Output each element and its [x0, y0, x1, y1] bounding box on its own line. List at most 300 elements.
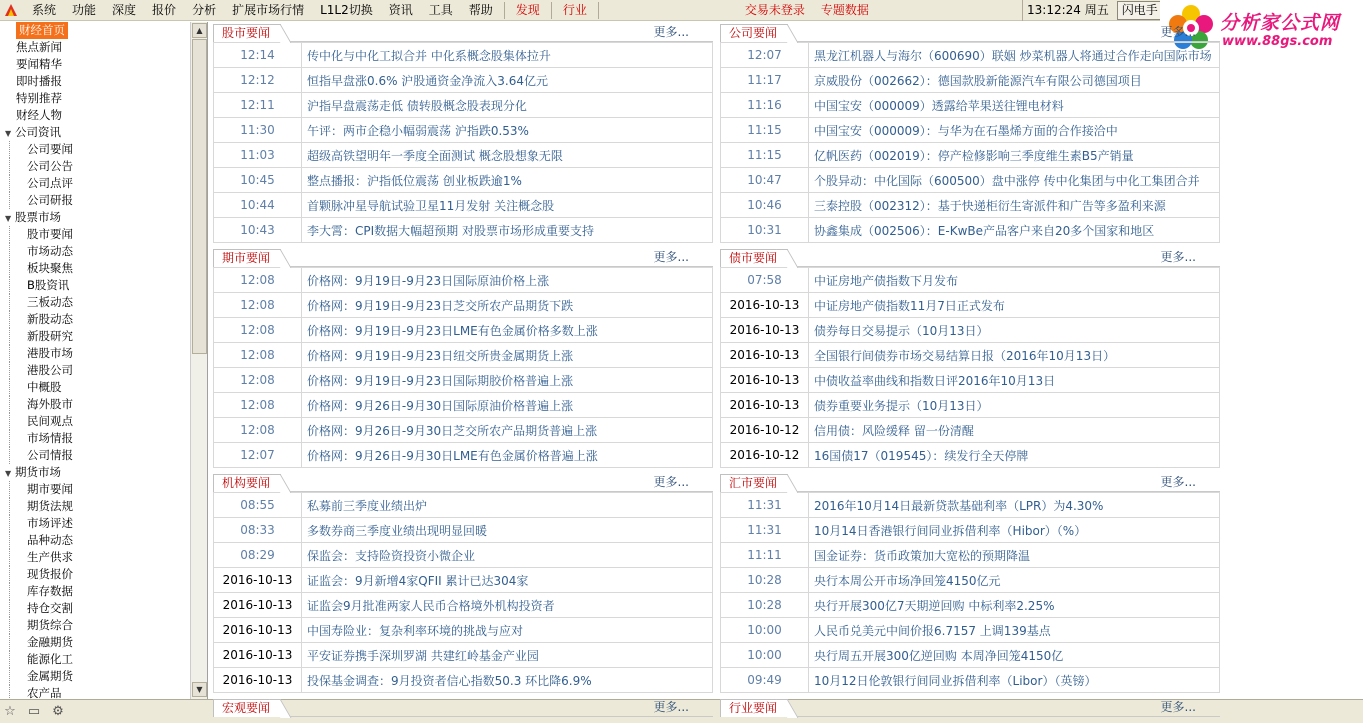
scroll-down-icon[interactable]: ▼	[192, 682, 207, 697]
panel-title-tab[interactable]: 公司要闻	[720, 24, 788, 42]
more-link[interactable]: 更多...	[1160, 475, 1196, 489]
news-headline-link[interactable]: 中证房地产债指数下月发布	[809, 268, 1220, 293]
table-row[interactable]	[214, 443, 713, 468]
news-time: 2016-10-13	[721, 368, 809, 393]
news-time: 12:14	[214, 43, 302, 68]
news-headline-link[interactable]: 价格网：9月26日-9月30日国际原油价格普遍上涨	[302, 393, 713, 418]
news-headline-link[interactable]: 多数券商三季度业绩出现明显回暖	[302, 518, 713, 543]
sidebar-item-14[interactable]	[0, 260, 207, 277]
news-time: 12:08	[214, 418, 302, 443]
news-time: 2016-10-13	[214, 568, 302, 593]
panel-header	[720, 22, 1220, 42]
table-row[interactable]	[721, 543, 1220, 568]
menu-industry[interactable]: 行业	[562, 2, 587, 17]
news-headline-link[interactable]: 李大霄：CPI数据大幅超预期 对股票市场形成重要支持	[302, 218, 713, 243]
news-headline-link[interactable]: 中证房地产债指数11月7日正式发布	[809, 293, 1220, 318]
menu-function[interactable]: 功能	[72, 2, 97, 17]
sidebar-item-38[interactable]	[0, 668, 207, 685]
sidebar-item-10[interactable]	[0, 192, 207, 209]
menu-system[interactable]: 系统	[32, 2, 57, 17]
star-icon[interactable]: ☆	[4, 704, 16, 719]
news-headline-link[interactable]: 协鑫集成（002506）：E-KwBe产品客户来自20多个国家和地区	[809, 218, 1220, 243]
sidebar-item-label: 期货综合	[27, 618, 73, 632]
news-time: 12:08	[214, 293, 302, 318]
news-headline-link[interactable]: 证监会9月批准两家人民币合格境外机构投资者	[302, 593, 713, 618]
sidebar-item-3[interactable]	[0, 73, 207, 90]
sidebar-item-37[interactable]	[0, 651, 207, 668]
news-headline-link[interactable]: 债券重要业务提示（10月13日）	[809, 393, 1220, 418]
more-link[interactable]: 更多...	[653, 475, 689, 489]
table-row[interactable]	[721, 618, 1220, 643]
table-row[interactable]	[721, 118, 1220, 143]
news-time: 12:08	[214, 343, 302, 368]
news-headline-link[interactable]: 首颗脉冲星导航试验卫星11月发射 关注概念股	[302, 193, 713, 218]
news-time: 12:07	[721, 43, 809, 68]
sidebar-item-label: 公司资讯	[15, 125, 61, 139]
table-row[interactable]	[214, 168, 713, 193]
news-headline-link[interactable]: 超级高铁望明年一季度全面测试 概念股想象无限	[302, 143, 713, 168]
sidebar-item-8[interactable]	[0, 158, 207, 175]
table-row[interactable]	[721, 368, 1220, 393]
sidebar-item-label: 板块聚焦	[27, 261, 73, 275]
flash-trade-button[interactable]: 闪电手	[1117, 1, 1163, 20]
panel-header	[213, 472, 713, 492]
more-link[interactable]: 更多...	[653, 25, 689, 39]
collapse-triangle-icon[interactable]: ▼	[5, 129, 12, 138]
news-time: 10:47	[721, 168, 809, 193]
sidebar-item-label: 财经首页	[16, 22, 68, 39]
app-logo-icon[interactable]	[2, 2, 20, 18]
news-headline-link[interactable]: 整点播报：沪指低位震荡 创业板跌逾1%	[302, 168, 713, 193]
news-headline-link[interactable]: 中债收益率曲线和指数日评2016年10月13日	[809, 368, 1220, 393]
sidebar-item-label: 期市要闻	[27, 482, 73, 496]
news-panel-partial	[720, 697, 1220, 717]
table-row[interactable]	[214, 618, 713, 643]
sidebar-item-29[interactable]	[0, 515, 207, 532]
news-time: 2016-10-13	[721, 293, 809, 318]
news-headline-link[interactable]: 央行周五开展300亿逆回购 本周净回笼4150亿	[809, 643, 1220, 668]
special-data-link[interactable]: 专题数据	[820, 2, 869, 17]
tree-group-26[interactable]	[0, 464, 207, 481]
table-row[interactable]	[214, 293, 713, 318]
news-headline-link[interactable]: 黑龙江机器人与海尔（600690）联姻 炒菜机器人将通过合作走向国际市场	[809, 43, 1220, 68]
news-headline-link[interactable]: 央行开展300亿7天期逆回购 中标利率2.25%	[809, 593, 1220, 618]
tree-connector	[9, 549, 10, 566]
logo-text: 分析家公式网	[1220, 12, 1341, 34]
news-time: 12:07	[214, 443, 302, 468]
table-row[interactable]	[721, 143, 1220, 168]
panel-title-tab[interactable]: 债市要闻	[720, 249, 788, 267]
menu-extended-market[interactable]: 扩展市场行情	[232, 2, 305, 17]
news-headline-link[interactable]: 午评：两市企稳小幅弱震荡 沪指跌0.53%	[302, 118, 713, 143]
news-time: 2016-10-12	[721, 418, 809, 443]
sidebar-item-39[interactable]	[0, 685, 207, 699]
table-row[interactable]	[721, 418, 1220, 443]
panel-header	[213, 247, 713, 267]
news-panel	[720, 247, 1220, 468]
news-table	[720, 267, 1220, 468]
trade-login-status[interactable]: 交易未登录	[744, 2, 805, 17]
news-time: 11:11	[721, 543, 809, 568]
news-headline-link[interactable]: 恒指早盘涨0.6% 沪股通资金净流入3.64亿元	[302, 68, 713, 93]
news-headline-link[interactable]: 保监会：支持险资投资小微企业	[302, 543, 713, 568]
sidebar-item-16[interactable]	[0, 294, 207, 311]
sidebar-item-22[interactable]	[0, 396, 207, 413]
news-headline-link[interactable]: 平安证券携手深圳罗湖 共建红岭基金产业园	[302, 643, 713, 668]
sidebar-item-13[interactable]	[0, 243, 207, 260]
sidebar-item-28[interactable]	[0, 498, 207, 515]
news-headline-link[interactable]: 10月12日伦敦银行间同业拆借利率（Libor）（英镑）	[809, 668, 1220, 693]
panel-header	[720, 247, 1220, 267]
table-row[interactable]	[721, 568, 1220, 593]
news-time: 12:08	[214, 393, 302, 418]
news-time: 2016-10-13	[214, 593, 302, 618]
sidebar-item-31[interactable]	[0, 549, 207, 566]
sidebar-item-19[interactable]	[0, 345, 207, 362]
tree-connector	[9, 617, 10, 634]
table-row[interactable]	[721, 443, 1220, 468]
sidebar-item-label: 公司公告	[27, 159, 73, 173]
folder-icon[interactable]: ▭	[27, 704, 41, 719]
tree-connector	[9, 260, 10, 277]
tree-connector	[9, 651, 10, 668]
sidebar-item-17[interactable]	[0, 311, 207, 328]
news-time: 10:00	[721, 618, 809, 643]
table-row[interactable]	[721, 293, 1220, 318]
news-table	[213, 492, 713, 693]
panel-title-tab[interactable]: 机构要闻	[213, 474, 281, 492]
sidebar-item-label: 能源化工	[27, 652, 73, 666]
tree-connector	[9, 600, 10, 617]
table-row[interactable]	[214, 593, 713, 618]
tree-connector	[9, 685, 10, 699]
table-row[interactable]	[721, 168, 1220, 193]
news-headline-link[interactable]: 传中化与中化工拟合并 中化系概念股集体拉升	[302, 43, 713, 68]
news-headline-link[interactable]: 中国宝安（000009）透露给苹果送往锂电材料	[809, 93, 1220, 118]
tree-connector	[9, 379, 10, 396]
sidebar-item-label: 要闻精华	[16, 57, 62, 71]
news-time: 08:29	[214, 543, 302, 568]
tree-connector	[9, 311, 10, 328]
table-row[interactable]	[721, 268, 1220, 293]
collapse-triangle-icon[interactable]: ▼	[5, 214, 12, 223]
panel-title-tab[interactable]: 行业要闻	[720, 699, 788, 717]
news-time: 10:31	[721, 218, 809, 243]
news-headline-link[interactable]: 债券每日交易提示（10月13日）	[809, 318, 1220, 343]
news-time: 11:31	[721, 518, 809, 543]
news-time: 11:30	[214, 118, 302, 143]
tree-connector	[9, 226, 10, 243]
sidebar-item-12[interactable]	[0, 226, 207, 243]
sidebar-item-0[interactable]	[0, 22, 207, 39]
news-headline-link[interactable]: 价格网：9月26日-9月30日LME有色金属价格普遍上涨	[302, 443, 713, 468]
news-headline-link[interactable]: 三泰控股（002312）：基于快递柜衍生寄派件和广告等多盈利来源	[809, 193, 1220, 218]
news-headline-link[interactable]: 证监会：9月新增4家QFII 累计已达304家	[302, 568, 713, 593]
news-headline-link[interactable]: 投保基金调查：9月投资者信心指数50.3 环比降6.9%	[302, 668, 713, 693]
news-headline-link[interactable]: 信用债：风险缓释 留一份清醒	[809, 418, 1220, 443]
menu-tools[interactable]: 工具	[428, 2, 453, 17]
news-table	[720, 42, 1220, 243]
sidebar-item-36[interactable]	[0, 634, 207, 651]
table-row[interactable]	[721, 493, 1220, 518]
sidebar-item-30[interactable]	[0, 532, 207, 549]
sidebar-item-label: 生产供求	[27, 550, 73, 564]
table-row[interactable]	[721, 643, 1220, 668]
sidebar-scrollbar[interactable]	[190, 22, 207, 699]
news-time: 08:33	[214, 518, 302, 543]
sidebar-item-20[interactable]	[0, 362, 207, 379]
sidebar-item-18[interactable]	[0, 328, 207, 345]
news-headline-link[interactable]: 2016年10月14日最新贷款基础利率（LPR）为4.30%	[809, 493, 1220, 518]
news-time: 11:17	[721, 68, 809, 93]
tree-connector	[9, 634, 10, 651]
more-link[interactable]: 更多...	[653, 700, 689, 714]
sidebar-item-label: 市场评述	[27, 516, 73, 530]
news-panel	[213, 22, 713, 243]
news-time: 12:12	[214, 68, 302, 93]
sidebar-item-32[interactable]	[0, 566, 207, 583]
menu-divider	[551, 2, 552, 19]
news-time: 2016-10-13	[721, 343, 809, 368]
table-row[interactable]	[214, 143, 713, 168]
sidebar-tree	[0, 22, 208, 699]
tree-connector	[9, 481, 10, 498]
sidebar-item-33[interactable]	[0, 583, 207, 600]
sidebar-item-label: 金属期货	[27, 669, 73, 683]
news-panel	[213, 247, 713, 468]
sidebar-item-34[interactable]	[0, 600, 207, 617]
tree-group-11[interactable]	[0, 209, 207, 226]
table-row[interactable]	[214, 268, 713, 293]
news-time: 11:15	[721, 143, 809, 168]
tree-connector	[9, 515, 10, 532]
news-time: 10:28	[721, 568, 809, 593]
more-link[interactable]: 更多...	[1160, 700, 1196, 714]
news-time: 10:00	[721, 643, 809, 668]
panel-header	[213, 697, 713, 717]
news-time: 10:28	[721, 593, 809, 618]
tree-connector	[9, 328, 10, 345]
news-headline-link[interactable]: 价格网：9月19日-9月23日国际原油价格上涨	[302, 268, 713, 293]
menu-info[interactable]: 资讯	[388, 2, 413, 17]
sidebar-item-label: 公司点评	[27, 176, 73, 190]
tree-connector	[9, 294, 10, 311]
news-time: 11:31	[721, 493, 809, 518]
news-time: 10:43	[214, 218, 302, 243]
news-headline-link[interactable]: 亿帆医药（002019）：停产检修影响三季度维生素B5产销量	[809, 143, 1220, 168]
more-link[interactable]: 更多...	[653, 250, 689, 264]
news-headline-link[interactable]: 个股异动：中化国际（600500）盘中涨停 传中化集团与中化工集团合并	[809, 168, 1220, 193]
collapse-triangle-icon[interactable]: ▼	[5, 469, 12, 478]
sidebar-item-15[interactable]	[0, 277, 207, 294]
table-row[interactable]	[721, 393, 1220, 418]
table-row[interactable]	[214, 568, 713, 593]
news-time: 2016-10-13	[721, 318, 809, 343]
news-headline-link[interactable]: 国金证券：货币政策加大宽松的预期降温	[809, 543, 1220, 568]
sidebar-item-label: 三板动态	[27, 295, 73, 309]
table-row[interactable]	[214, 418, 713, 443]
news-time: 2016-10-13	[721, 393, 809, 418]
table-row[interactable]	[214, 318, 713, 343]
panel-title-tab[interactable]: 宏观要闻	[213, 699, 281, 717]
sidebar-item-27[interactable]	[0, 481, 207, 498]
table-row[interactable]	[214, 193, 713, 218]
table-row[interactable]	[214, 343, 713, 368]
sidebar-item-label: 公司情报	[27, 448, 73, 462]
sidebar-item-23[interactable]	[0, 413, 207, 430]
sidebar-item-label: 农产品	[27, 686, 62, 699]
news-table	[213, 42, 713, 243]
news-time: 12:11	[214, 93, 302, 118]
sidebar-item-label: 公司研报	[27, 193, 73, 207]
sidebar-item-label: 即时播报	[16, 74, 62, 88]
panel-title-tab[interactable]: 汇市要闻	[720, 474, 788, 492]
sidebar-item-9[interactable]	[0, 175, 207, 192]
news-time: 10:45	[214, 168, 302, 193]
news-headline-link[interactable]: 全国银行间债券市场交易结算日报（2016年10月13日）	[809, 343, 1220, 368]
tree-connector	[9, 566, 10, 583]
table-row[interactable]	[214, 93, 713, 118]
gear-icon[interactable]: ⚙	[52, 704, 64, 719]
tree-connector	[9, 141, 10, 158]
sidebar-item-label: 股票市场	[15, 210, 61, 224]
table-row[interactable]	[214, 218, 713, 243]
news-headline-link[interactable]: 价格网：9月19日-9月23日芝交所农产品期货下跌	[302, 293, 713, 318]
news-time: 12:08	[214, 268, 302, 293]
sidebar-item-label: 市场情报	[27, 431, 73, 445]
news-panel	[213, 472, 713, 693]
news-headline-link[interactable]: 价格网：9月19日-9月23日LME有色金属价格多数上涨	[302, 318, 713, 343]
sidebar-item-label: 公司要闻	[27, 142, 73, 156]
menu-divider	[504, 2, 505, 19]
table-row[interactable]	[721, 218, 1220, 243]
scroll-up-icon[interactable]: ▲	[192, 23, 207, 38]
news-headline-link[interactable]: 央行本周公开市场净回笼4150亿元	[809, 568, 1220, 593]
more-link[interactable]: 更多...	[1160, 250, 1196, 264]
news-time: 09:49	[721, 668, 809, 693]
news-headline-link[interactable]: 私募前三季度业绩出炉	[302, 493, 713, 518]
panel-title-tab[interactable]: 股市要闻	[213, 24, 281, 42]
menu-discover[interactable]: 发现	[515, 2, 540, 17]
table-row[interactable]	[214, 518, 713, 543]
news-headline-link[interactable]: 中国寿险业：复杂利率环境的挑战与应对	[302, 618, 713, 643]
clock: 13:12:24 周五	[1022, 0, 1113, 21]
sidebar-item-label: 港股市场	[27, 346, 73, 360]
menu-depth[interactable]: 深度	[112, 2, 137, 17]
news-headline-link[interactable]: 价格网：9月19日-9月23日国际期胶价格普遍上涨	[302, 368, 713, 393]
sidebar-item-label: 期货法规	[27, 499, 73, 513]
table-row[interactable]	[214, 643, 713, 668]
sidebar-item-2[interactable]	[0, 56, 207, 73]
news-time: 2016-10-12	[721, 443, 809, 468]
news-time: 2016-10-13	[214, 618, 302, 643]
table-row[interactable]	[721, 318, 1220, 343]
sidebar-item-label: 期货市场	[15, 465, 61, 479]
table-row[interactable]	[214, 668, 713, 693]
news-headline-link[interactable]: 中国宝安（000009）：与华为在石墨烯方面的合作接洽中	[809, 118, 1220, 143]
news-time: 12:08	[214, 318, 302, 343]
tree-connector	[9, 532, 10, 549]
table-row[interactable]	[214, 368, 713, 393]
sidebar-item-25[interactable]	[0, 447, 207, 464]
table-row[interactable]	[214, 68, 713, 93]
news-headline-link[interactable]: 沪指早盘震荡走低 债转股概念股表现分化	[302, 93, 713, 118]
tree-group-6[interactable]	[0, 124, 207, 141]
sidebar-item-24[interactable]	[0, 430, 207, 447]
logo-url: www.88gs.com	[1222, 34, 1333, 49]
sidebar-item-7[interactable]	[0, 141, 207, 158]
menu-help[interactable]: 帮助	[468, 2, 493, 17]
scroll-thumb[interactable]	[192, 39, 207, 354]
tree-connector	[9, 430, 10, 447]
sidebar-item-21[interactable]	[0, 379, 207, 396]
tree-connector	[9, 192, 10, 209]
sidebar-item-label: B股资讯	[27, 278, 70, 292]
news-time: 08:55	[214, 493, 302, 518]
news-time: 07:58	[721, 268, 809, 293]
news-headline-link[interactable]: 京威股份（002662）：德国款股新能源汽车有限公司德国项目	[809, 68, 1220, 93]
news-time: 11:16	[721, 93, 809, 118]
table-row[interactable]	[214, 43, 713, 68]
menu-l1l2-switch[interactable]: L1L2切换	[320, 2, 373, 17]
table-row[interactable]	[721, 68, 1220, 93]
news-headline-link[interactable]: 人民币兑美元中间价报6.7157 上调139基点	[809, 618, 1220, 643]
sidebar-item-4[interactable]	[0, 90, 207, 107]
table-row[interactable]	[721, 93, 1220, 118]
table-row[interactable]	[214, 393, 713, 418]
table-row[interactable]	[214, 493, 713, 518]
more-link[interactable]: 更多...	[1160, 25, 1196, 39]
tree-connector	[9, 158, 10, 175]
sidebar-item-label: 民间观点	[27, 414, 73, 428]
tree-connector	[9, 413, 10, 430]
table-row[interactable]	[721, 43, 1220, 68]
news-time: 11:15	[721, 118, 809, 143]
table-row[interactable]	[214, 118, 713, 143]
news-headline-link[interactable]: 10月14日香港银行间同业拆借利率（Hibor）（%）	[809, 518, 1220, 543]
sidebar-item-35[interactable]	[0, 617, 207, 634]
tree-connector	[9, 396, 10, 413]
table-row[interactable]	[214, 543, 713, 568]
news-headline-link[interactable]: 价格网：9月26日-9月30日芝交所农产品期货普遍上涨	[302, 418, 713, 443]
sidebar-item-label: 海外股市	[27, 397, 73, 411]
sidebar-item-label: 库存数据	[27, 584, 73, 598]
menu-quote[interactable]: 报价	[152, 2, 177, 17]
panel-title-tab[interactable]: 期市要闻	[213, 249, 281, 267]
sidebar-item-5[interactable]	[0, 107, 207, 124]
news-time: 2016-10-13	[214, 668, 302, 693]
table-row[interactable]	[721, 593, 1220, 618]
sidebar-item-1[interactable]	[0, 39, 207, 56]
tree-connector	[9, 362, 10, 379]
sidebar-item-label: 市场动态	[27, 244, 73, 258]
news-headline-link[interactable]: 16国债17（019545）：续发行全天停牌	[809, 443, 1220, 468]
menu-divider	[598, 2, 599, 19]
tree-connector	[9, 668, 10, 685]
sidebar-item-label: 金融期货	[27, 635, 73, 649]
sidebar-item-label: 现货报价	[27, 567, 73, 581]
table-row[interactable]	[721, 668, 1220, 693]
menu-analysis[interactable]: 分析	[192, 2, 217, 17]
news-time: 11:03	[214, 143, 302, 168]
news-headline-link[interactable]: 价格网：9月19日-9月23日纽交所贵金属期货上涨	[302, 343, 713, 368]
sidebar-item-label: 新股动态	[27, 312, 73, 326]
sidebar-item-label: 焦点新闻	[16, 40, 62, 54]
table-row[interactable]	[721, 343, 1220, 368]
table-row[interactable]	[721, 518, 1220, 543]
sidebar-item-label: 股市要闻	[27, 227, 73, 241]
table-row[interactable]	[721, 193, 1220, 218]
